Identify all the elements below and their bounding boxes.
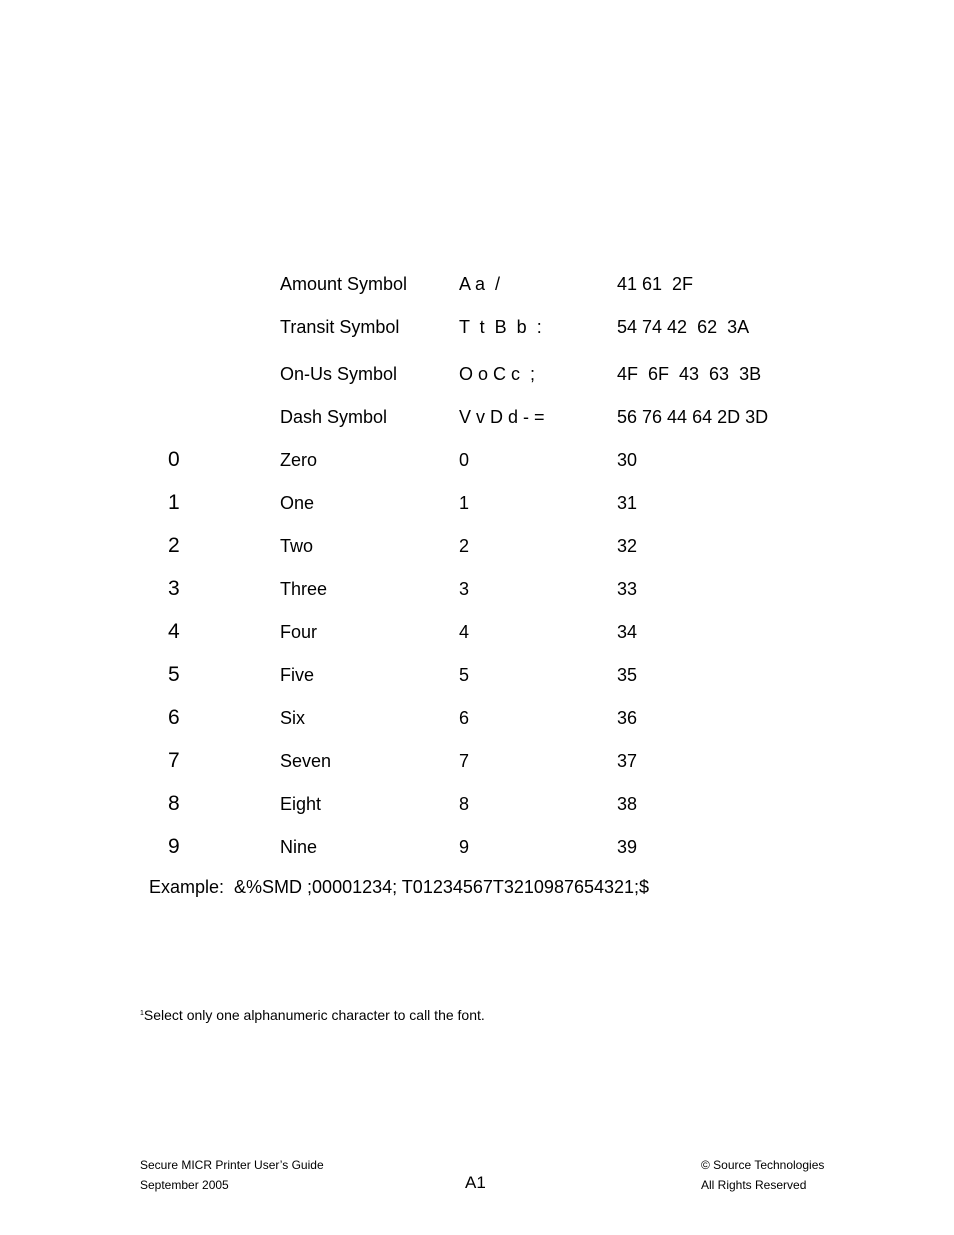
footnote xyxy=(140,1005,485,1024)
micr-glyph: 9 xyxy=(168,835,180,858)
hex-codes: 37 xyxy=(617,751,638,771)
table-row xyxy=(0,406,954,436)
character-name: Seven xyxy=(280,751,332,771)
character-name: Four xyxy=(280,622,318,642)
table-row xyxy=(0,793,954,823)
micr-glyph: 3 xyxy=(168,577,180,600)
character-name: Two xyxy=(280,536,314,556)
table-row xyxy=(0,316,954,346)
keyboard-characters: V v D d - = xyxy=(459,407,545,427)
hex-codes: 32 xyxy=(617,536,638,556)
character-name: Nine xyxy=(280,837,318,857)
keyboard-characters: 1 xyxy=(459,493,470,513)
keyboard-characters: 7 xyxy=(459,751,470,771)
hex-codes: 30 xyxy=(617,450,638,470)
character-name: Eight xyxy=(280,794,322,814)
footer-guide-title: Secure MICR Printer User’s Guide xyxy=(140,1158,324,1172)
hex-codes: 35 xyxy=(617,665,638,685)
hex-codes: 56 76 44 64 2D 3D xyxy=(617,407,769,427)
character-name: Dash Symbol xyxy=(280,407,388,427)
table-row xyxy=(0,363,954,393)
hex-codes: 54 74 42 62 3A xyxy=(617,317,750,337)
keyboard-characters: 2 xyxy=(459,536,470,556)
character-name: One xyxy=(280,493,315,513)
micr-glyph: 6 xyxy=(168,706,180,729)
micr-glyph: 8 xyxy=(168,792,180,815)
character-name: Zero xyxy=(280,450,318,470)
character-name: Three xyxy=(280,579,328,599)
character-name: Five xyxy=(280,665,315,685)
hex-codes: 41 61 2F xyxy=(617,274,694,294)
micr-glyph: 2 xyxy=(168,534,180,557)
hex-codes: 34 xyxy=(617,622,638,642)
keyboard-characters: 0 xyxy=(459,450,470,470)
keyboard-characters: 8 xyxy=(459,794,470,814)
table-row xyxy=(0,664,954,694)
footer-rights: All Rights Reserved xyxy=(701,1178,807,1192)
table-row xyxy=(0,449,954,479)
character-name: On-Us Symbol xyxy=(280,364,398,384)
table-row xyxy=(0,273,954,303)
footer-date: September 2005 xyxy=(140,1178,229,1192)
table-row xyxy=(0,707,954,737)
table-row xyxy=(0,535,954,565)
table-row xyxy=(0,750,954,780)
keyboard-characters: 6 xyxy=(459,708,470,728)
keyboard-characters: O o C c ; xyxy=(459,364,536,384)
character-name: Amount Symbol xyxy=(280,274,408,294)
character-name: Six xyxy=(280,708,306,728)
table-row xyxy=(0,836,954,866)
table-row xyxy=(0,578,954,608)
hex-codes: 38 xyxy=(617,794,638,814)
footer-copyright: © Source Technologies xyxy=(701,1158,825,1172)
keyboard-characters: 9 xyxy=(459,837,470,857)
table-row xyxy=(0,621,954,651)
keyboard-characters: T t B b : xyxy=(459,317,542,337)
keyboard-characters: 5 xyxy=(459,665,470,685)
example-string: Example: &%SMD ;00001234; T01234567T3210987654321;$ xyxy=(149,877,650,897)
keyboard-characters: 4 xyxy=(459,622,470,642)
footnote-marker: 1 xyxy=(140,1010,144,1017)
keyboard-characters: A a / xyxy=(459,274,501,294)
hex-codes: 39 xyxy=(617,837,638,857)
hex-codes: 31 xyxy=(617,493,638,513)
micr-glyph: 1 xyxy=(168,491,180,514)
keyboard-characters: 3 xyxy=(459,579,470,599)
hex-codes: 33 xyxy=(617,579,638,599)
footnote-text: Select only one alphanumeric character to call the font. xyxy=(143,1007,485,1023)
micr-glyph: 0 xyxy=(168,448,180,471)
table-row xyxy=(0,492,954,522)
hex-codes: 4F 6F 43 63 3B xyxy=(617,364,762,384)
character-name: Transit Symbol xyxy=(280,317,400,337)
micr-glyph: 7 xyxy=(168,749,180,772)
hex-codes: 36 xyxy=(617,708,638,728)
page-number: A1 xyxy=(465,1173,486,1192)
micr-glyph: 4 xyxy=(168,620,180,643)
micr-glyph: 5 xyxy=(168,663,180,686)
